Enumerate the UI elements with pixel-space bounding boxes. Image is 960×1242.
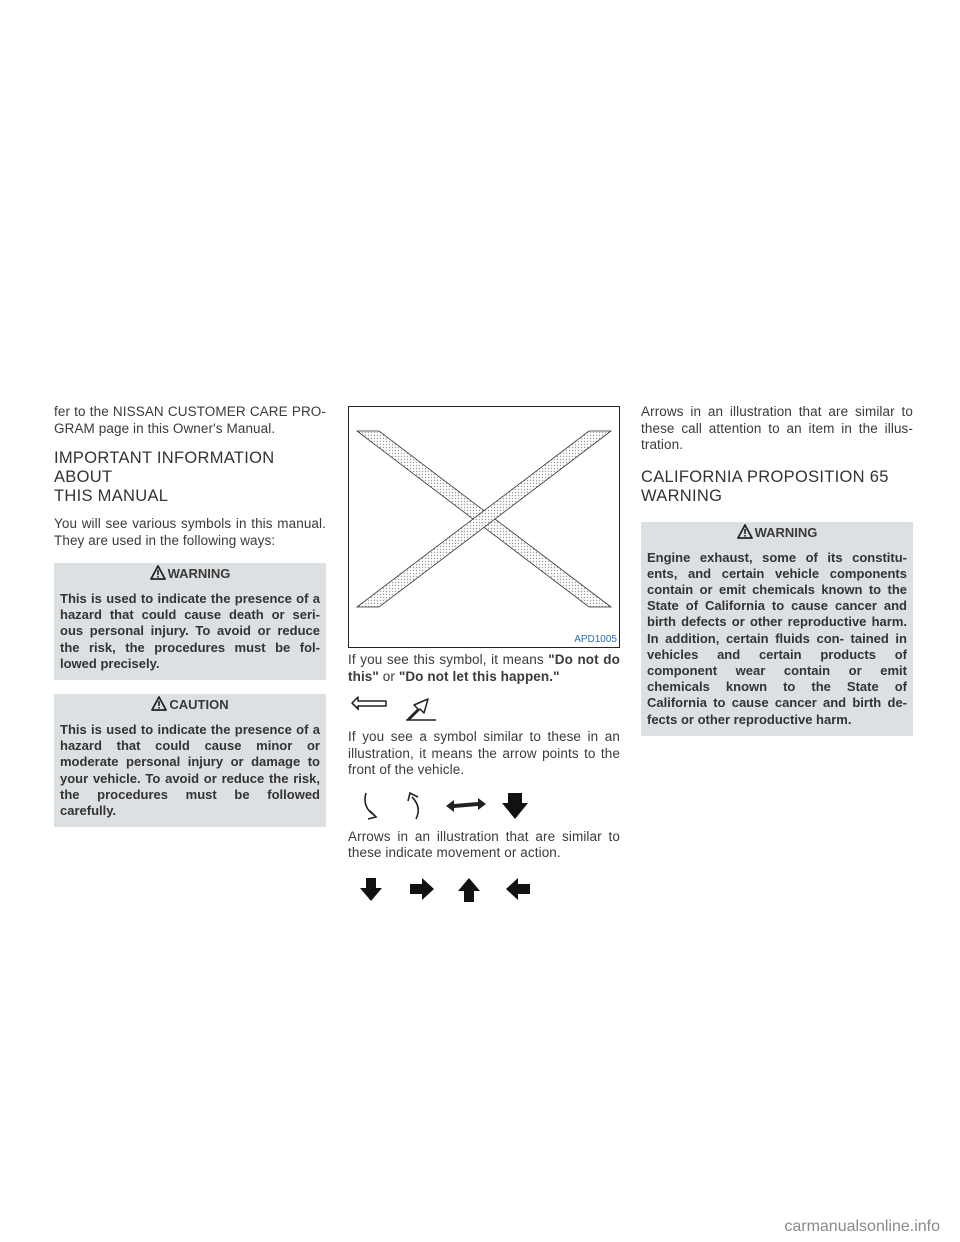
down-arrow-icon	[360, 878, 382, 901]
do-not-bold-2: "Do not let this happen."	[398, 668, 560, 684]
warning-header	[647, 522, 907, 542]
caution-header	[60, 694, 320, 714]
do-not-mid: or	[378, 668, 399, 684]
curved-arrow-up-icon	[408, 793, 418, 819]
right-arrow-icon	[410, 878, 434, 900]
left-column	[54, 404, 326, 827]
warning-text: Engine exhaust, some of its constitu- ents, and certain vehicle components contain or emit chemicals known to the State of California to cause cancer and birth defects or other reproductive harm. In addition, certain fluids con- tained in vehicles and certain products of component wear contain or emit chemicals known to the State of California to cause cancer and birth de- fects or other reproductive harm.	[647, 549, 907, 727]
warning-label: WARNING	[754, 524, 818, 540]
heading-line-2: WARNING	[641, 486, 723, 505]
intro-paragraph: fer to the NISSAN CUSTOMER CARE PRO- GRAM page in this Owner's Manual.	[54, 404, 326, 436]
double-arrow-icon	[446, 798, 486, 812]
movement-arrow-icons	[348, 789, 620, 825]
figure-code: APD1005	[574, 634, 617, 645]
left-arrow-icon	[506, 878, 530, 900]
section-heading-important-info	[54, 449, 326, 506]
heading-line-1: IMPORTANT INFORMATION ABOUT	[54, 449, 275, 486]
heading-line-2: THIS MANUAL	[54, 487, 169, 505]
front-arrow-icons	[348, 693, 620, 725]
do-not-paragraph	[348, 652, 620, 685]
attention-paragraph: Arrows in an illustration that are similar to these call attention to an item in the illus- tration.	[641, 404, 913, 452]
attention-arrow-icons	[348, 876, 620, 906]
middle-column	[348, 404, 620, 906]
down-right-arrow-icon	[502, 793, 528, 819]
warning-box	[54, 563, 326, 680]
warning-triangle-icon	[737, 524, 753, 546]
prop65-warning-box	[641, 522, 913, 736]
caution-label: CAUTION	[169, 697, 229, 713]
caution-text: This is used to indicate the presence of a hazard that could cause minor or moderate personal injury or damage to your vehicle. To avoid or reduce the risk, the procedures must be followed carefully.	[60, 722, 320, 819]
warning-triangle-icon	[150, 565, 166, 587]
warning-label: WARNING	[167, 566, 231, 581]
warning-header	[60, 563, 320, 583]
warning-triangle-icon	[151, 696, 167, 718]
section-heading-prop65	[641, 468, 913, 506]
warning-text: This is used to indicate the presence of a hazard that could cause death or seri- ous personal injury. To avoid or reduce the risk, the procedures must be fol- lowed precisely.	[60, 591, 320, 671]
movement-paragraph: Arrows in an illustration that are similar to these indicate movement or action.	[348, 828, 620, 860]
caution-box	[54, 694, 326, 827]
curved-arrow-down-icon	[365, 793, 376, 819]
do-not-figure	[348, 406, 620, 648]
heading-line-1: CALIFORNIA PROPOSITION 65	[641, 467, 889, 486]
watermark[interactable]: carmanualsonline.info	[784, 1218, 940, 1235]
right-column	[641, 404, 913, 736]
symbols-intro-paragraph: You will see various symbols in this manual. They are used in the following ways:	[54, 516, 326, 548]
do-not-bold-1: "Do not do this"	[348, 652, 620, 684]
do-not-pre: If you see this symbol, it means	[348, 652, 549, 667]
front-arrow-paragraph: If you see a symbol similar to these in an illustration, it means the arrow points to the front of the vehicle.	[348, 729, 620, 777]
up-arrow-icon	[458, 878, 480, 902]
front-arrow-angled-icon	[406, 699, 436, 720]
x-cross-icon	[349, 407, 619, 647]
front-arrow-straight-icon	[352, 697, 386, 709]
